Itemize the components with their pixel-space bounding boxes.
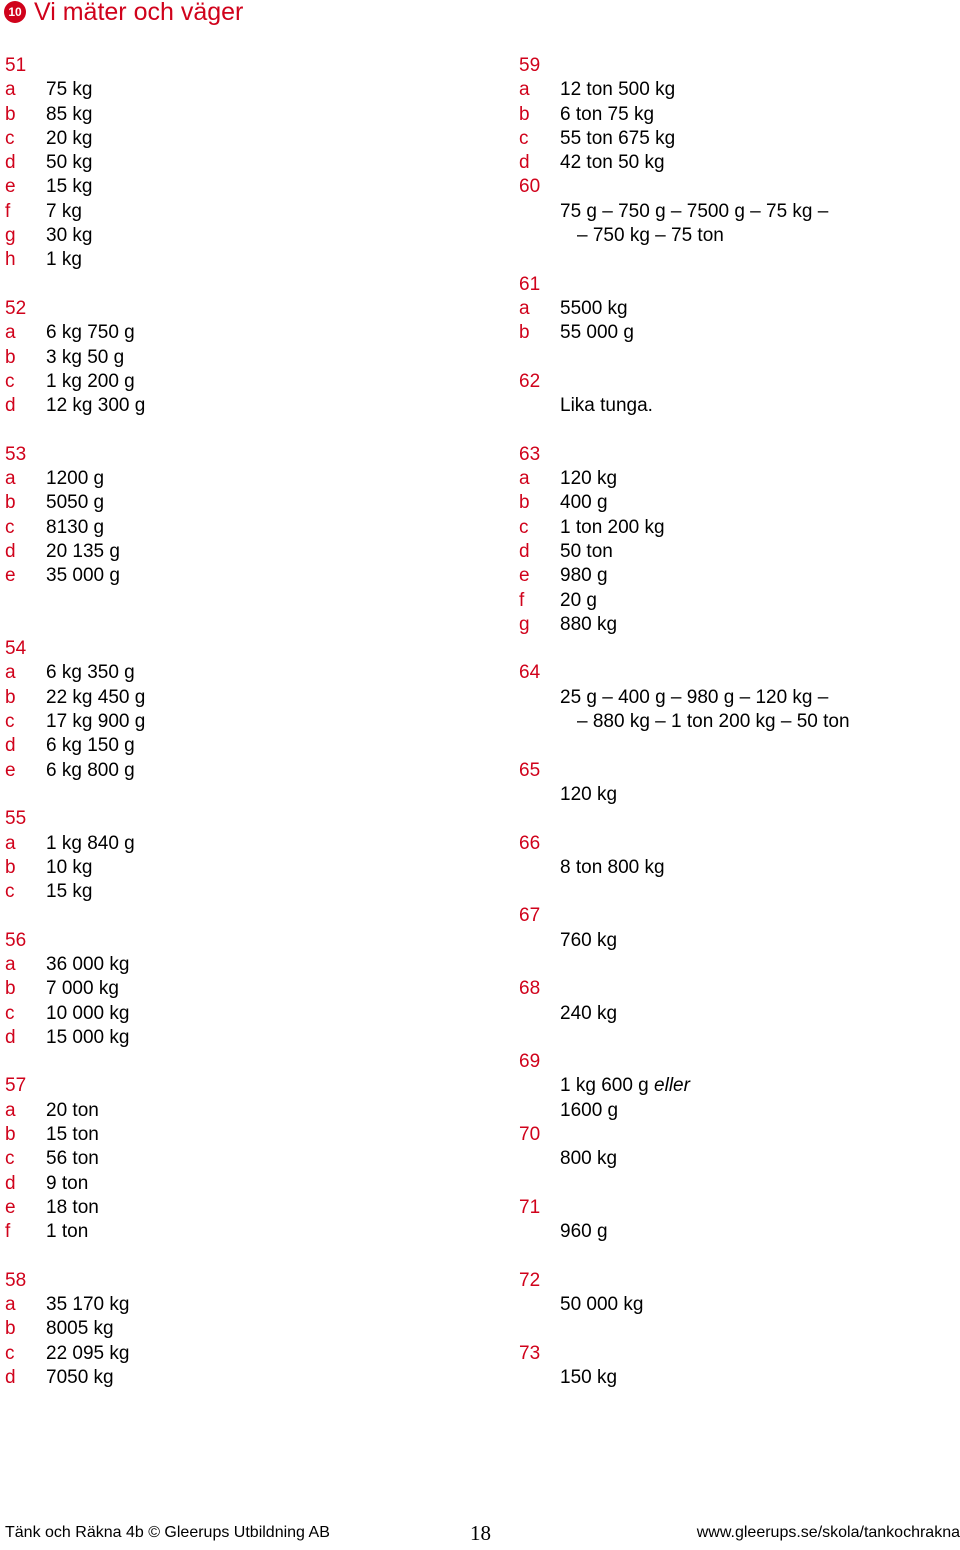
answer-item: d 50 kg xyxy=(5,152,93,174)
question-number: 56 xyxy=(5,929,27,951)
answer-item: c 10 000 kg xyxy=(5,1002,130,1024)
answer-item: d 7050 kg xyxy=(5,1367,114,1389)
question-number: 54 xyxy=(5,638,27,660)
answer-item: b 22 kg 450 g xyxy=(5,686,146,708)
answer-text: 150 kg xyxy=(560,1367,618,1389)
answer-item: g 880 kg xyxy=(519,613,618,635)
answer-item: a 20 ton xyxy=(5,1099,99,1121)
answer-item: b 55 000 g xyxy=(519,322,634,344)
answer-item: a 6 kg 750 g xyxy=(5,322,135,344)
answer-item: a 35 170 kg xyxy=(5,1294,130,1316)
question-number: 53 xyxy=(5,443,27,465)
answer-item: c 22 095 kg xyxy=(5,1342,130,1364)
answer-item: a 120 kg xyxy=(519,468,618,490)
chapter-number-badge: 10 xyxy=(4,1,26,23)
answer-item: e 15 kg xyxy=(5,176,93,198)
question-number: 70 xyxy=(519,1124,541,1146)
page-number: 18 xyxy=(470,1520,491,1545)
answer-item: a 1200 g xyxy=(5,468,105,490)
question-number: 55 xyxy=(5,808,27,830)
answer-item: d 12 kg 300 g xyxy=(5,395,146,417)
question-number: 65 xyxy=(519,759,541,781)
question-number: 62 xyxy=(519,370,541,392)
answer-item: c 20 kg xyxy=(5,127,93,149)
answer-text: 1600 g xyxy=(560,1099,619,1121)
answer-item: c 8130 g xyxy=(5,516,105,538)
answer-item: a 12 ton 500 kg xyxy=(519,79,676,101)
answer-item: e 6 kg 800 g xyxy=(5,759,135,781)
answer-item: e 35 000 g xyxy=(5,565,120,587)
answer-item: f 1 ton xyxy=(5,1221,89,1243)
answer-item: d 15 000 kg xyxy=(5,1026,130,1048)
question-number: 61 xyxy=(519,273,541,295)
question-number: 57 xyxy=(5,1075,27,1097)
answer-sequence-line: – 750 kg – 75 ton xyxy=(577,225,724,247)
answer-item: d 9 ton xyxy=(5,1172,89,1194)
answer-item: b 10 kg xyxy=(5,856,93,878)
answer-item: b 85 kg xyxy=(5,103,93,125)
question-number: 51 xyxy=(5,55,27,76)
answer-item: e 980 g xyxy=(519,565,608,587)
question-number: 69 xyxy=(519,1051,541,1073)
answer-item: a 36 000 kg xyxy=(5,953,130,975)
answer-item: c 1 ton 200 kg xyxy=(519,516,665,538)
answer-item: b 15 ton xyxy=(5,1124,99,1146)
answer-item: g 30 kg xyxy=(5,225,93,247)
answer-text: 50 000 kg xyxy=(560,1294,644,1316)
answer-item: b 8005 kg xyxy=(5,1318,114,1340)
question-number: 72 xyxy=(519,1269,541,1291)
answer-text: 240 kg xyxy=(560,1002,618,1024)
answer-item: a 5500 kg xyxy=(519,297,628,319)
answer-item: c 1 kg 200 g xyxy=(5,370,135,392)
question-number: 63 xyxy=(519,443,541,465)
page-title: Vi mäter och väger xyxy=(34,0,244,26)
answer-item: d 6 kg 150 g xyxy=(5,735,135,757)
answer-item: a 1 kg 840 g xyxy=(5,832,135,854)
answer-item: c 55 ton 675 kg xyxy=(519,127,676,149)
left-answer-column xyxy=(5,54,475,1390)
page-header xyxy=(4,0,243,28)
right-answer-column xyxy=(519,54,959,1390)
answer-item: d 42 ton 50 kg xyxy=(519,152,665,174)
question-number: 59 xyxy=(519,55,541,76)
question-number: 60 xyxy=(519,176,541,198)
answer-item: h 1 kg xyxy=(5,249,82,271)
answer-text: Lika tunga. xyxy=(560,395,653,417)
answer-item: b 6 ton 75 kg xyxy=(519,103,655,125)
answer-item: f 7 kg xyxy=(5,200,82,222)
answer-item: b 3 kg 50 g xyxy=(5,346,125,368)
answer-sequence-line: – 880 kg – 1 ton 200 kg – 50 ton xyxy=(577,711,850,733)
question-number: 67 xyxy=(519,905,541,927)
answer-text: 760 kg xyxy=(560,929,618,951)
answer-item: f 20 g xyxy=(519,589,597,611)
question-number: 64 xyxy=(519,662,541,684)
answer-item: b 7 000 kg xyxy=(5,978,119,1000)
question-number: 73 xyxy=(519,1342,541,1364)
page-footer xyxy=(5,1516,960,1550)
answer-text: 120 kg xyxy=(560,783,618,805)
answer-item: e 18 ton xyxy=(5,1196,99,1218)
answer-sequence-line: 75 g – 750 g – 7500 g – 75 kg – xyxy=(560,200,829,222)
question-number: 58 xyxy=(5,1269,27,1291)
answer-item: d 50 ton xyxy=(519,540,613,562)
answer-item: d 20 135 g xyxy=(5,540,120,562)
question-number: 68 xyxy=(519,978,541,1000)
question-number: 52 xyxy=(5,297,27,319)
answer-item: c 17 kg 900 g xyxy=(5,711,146,733)
answer-text: 8 ton 800 kg xyxy=(560,856,665,878)
footer-copyright: Tänk och Räkna 4b © Gleerups Utbildning AB xyxy=(5,1524,330,1541)
answer-text: 1 kg 600 g eller xyxy=(560,1075,690,1097)
question-number: 71 xyxy=(519,1196,541,1218)
footer-website-link[interactable]: www.gleerups.se/skola/tankochrakna xyxy=(696,1524,960,1541)
answer-text: 800 kg xyxy=(560,1148,618,1170)
answer-item: a 6 kg 350 g xyxy=(5,662,135,684)
answer-item: c 56 ton xyxy=(5,1148,99,1170)
answer-item: c 15 kg xyxy=(5,881,93,903)
answer-sequence-line: 25 g – 400 g – 980 g – 120 kg – xyxy=(560,686,829,708)
answer-item: b 5050 g xyxy=(5,492,105,514)
question-number: 66 xyxy=(519,832,541,854)
answer-text: 960 g xyxy=(560,1221,608,1243)
answer-item: b 400 g xyxy=(519,492,608,514)
answer-item: a 75 kg xyxy=(5,79,93,101)
